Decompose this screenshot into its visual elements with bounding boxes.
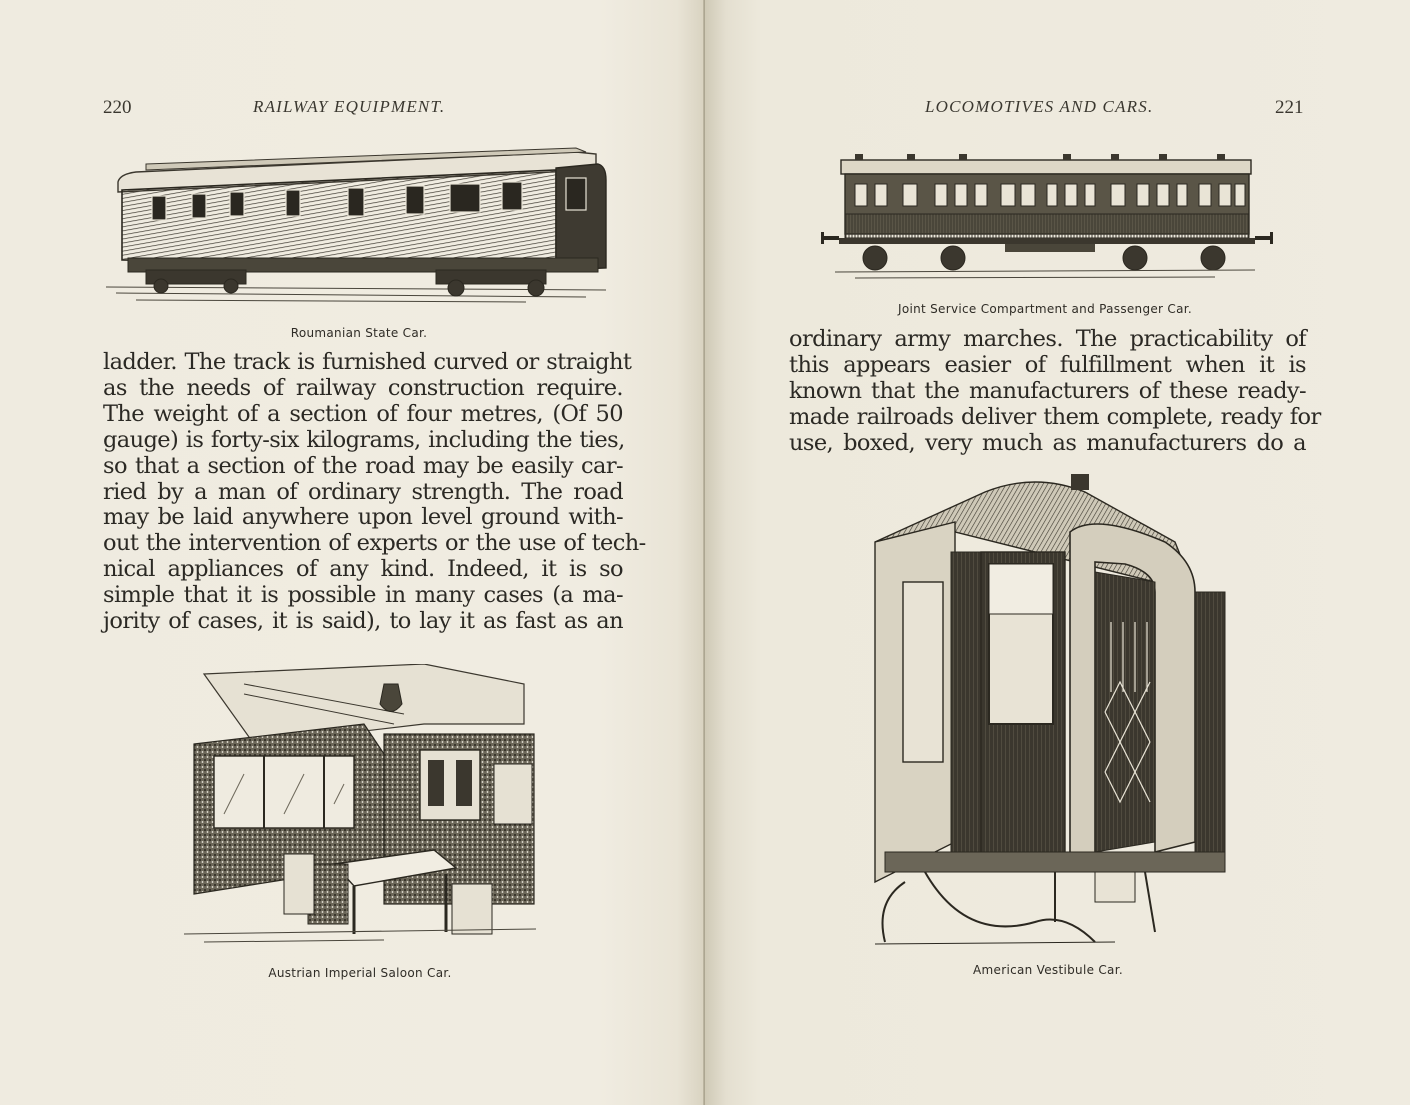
running-title-right: LOCOMOTIVES AND CARS. bbox=[925, 97, 1154, 116]
american-vestibule-car-figure bbox=[865, 472, 1231, 948]
page-number-right: 221 bbox=[1275, 97, 1304, 118]
text-line: as the needs of railway construction require. bbox=[103, 374, 623, 401]
running-title-left: RAILWAY EQUIPMENT. bbox=[253, 97, 446, 116]
figure-caption: American Vestibule Car. bbox=[973, 963, 1123, 977]
page-number-left: 220 bbox=[103, 97, 132, 118]
text-line: ordinary army marches. The practicability of bbox=[789, 326, 1306, 352]
text-line: may be laid anywhere upon level ground with- bbox=[103, 504, 623, 531]
text-line: known that the manufacturers of these ready- bbox=[789, 377, 1306, 404]
body-paragraph-right bbox=[789, 326, 1321, 457]
austrian-saloon-car-figure bbox=[184, 664, 536, 946]
compartment-railcar-illustration-icon bbox=[815, 148, 1275, 280]
text-line: ried by a man of ordinary strength. The road bbox=[103, 478, 623, 505]
figure-caption: Austrian Imperial Saloon Car. bbox=[268, 966, 452, 980]
text-line: made railroads deliver them complete, ready for bbox=[789, 403, 1321, 430]
vestibule-car-illustration-icon bbox=[865, 472, 1231, 948]
figure-caption: Roumanian State Car. bbox=[290, 326, 428, 340]
right-page bbox=[705, 0, 1410, 1105]
joint-service-car-figure bbox=[815, 148, 1275, 280]
figure-caption: Joint Service Compartment and Passenger Car. bbox=[898, 302, 1192, 316]
text-line: gauge) is forty-six kilograms, including the ties, bbox=[103, 426, 625, 453]
text-line: out the intervention of experts or the use of tech- bbox=[103, 530, 646, 557]
text-line: use, boxed, very much as manufacturers do a bbox=[789, 429, 1306, 456]
text-line: this appears easier of fulfillment when it is bbox=[789, 351, 1306, 378]
text-line: simple that it is possible in many cases (a ma- bbox=[103, 582, 623, 609]
text-line: so that a section of the road may be easily car- bbox=[103, 452, 623, 479]
text-line: The weight of a section of four metres, (Of 50 bbox=[103, 400, 623, 427]
text-line: jority of cases, it is said), to lay it as fast as an bbox=[103, 608, 623, 635]
text-line: nical appliances of any kind. Indeed, it is so bbox=[103, 556, 623, 583]
passenger-railcar-illustration-icon bbox=[106, 140, 612, 305]
body-paragraph-left bbox=[103, 349, 646, 635]
roumanian-state-car-figure bbox=[106, 140, 612, 305]
saloon-car-interior-illustration-icon bbox=[184, 664, 536, 946]
text-line: ladder. The track is furnished curved or straight bbox=[103, 349, 632, 375]
